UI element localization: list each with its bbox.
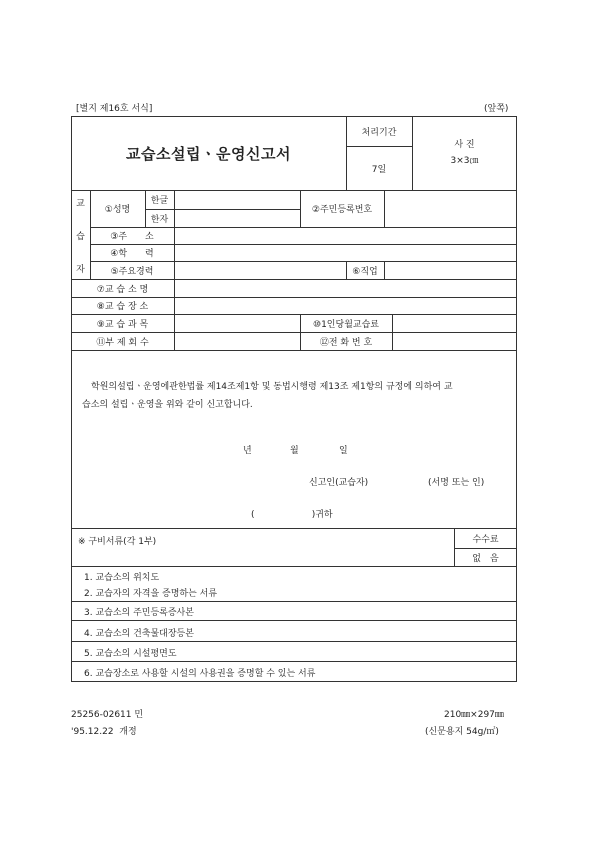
education-label: ④학 력: [110, 249, 154, 259]
attachment-item: 2. 교습자의 자격을 증명하는 서류: [84, 589, 218, 599]
form-code: 25256-02611 민: [71, 710, 144, 720]
occupation-label: ⑥직업: [352, 266, 378, 277]
attachment-item: 4. 교습소의 건축물대장등본: [84, 629, 194, 639]
form-number: [별지 제16호 서식]: [76, 104, 153, 114]
fee-amount-label: 수수료: [472, 534, 499, 545]
reporter-label: 신고인(교습자): [309, 478, 369, 488]
attachments-title: ※ 구비서류(각 1부): [78, 537, 157, 547]
school-name-label: ⑦교 습 소 명: [96, 284, 149, 295]
divider: [392, 314, 393, 350]
attachment-item: 6. 교습장소로 사용할 시설의 사용권을 증명할 수 있는 서류: [84, 669, 316, 679]
paper-type: (신문용지 54g/㎡): [425, 727, 499, 737]
divider: [71, 528, 517, 529]
divider: [71, 641, 517, 642]
divider: [71, 350, 517, 351]
divider: [71, 661, 517, 662]
attachment-item: 5. 교습소의 시설평면도: [84, 649, 177, 659]
photo-label: 사 진: [454, 139, 475, 150]
photo-size: 3×3㎝: [450, 155, 479, 166]
divider: [71, 601, 517, 602]
statement-line-2: 습소의 설립ㆍ운영을 위와 같이 신고합니다.: [82, 400, 253, 410]
phone-label: ⑫전 화 번 호: [319, 337, 373, 348]
form-title: 교습소설립ㆍ운영신고서: [126, 144, 291, 163]
recipient-label: ( )귀하: [251, 510, 333, 520]
location-label: ⑧교 습 장 소: [96, 302, 149, 312]
applicant-group-char: 자: [76, 264, 85, 275]
statement-line-1: 학원의설립ㆍ운영에관한법률 제14조제1항 및 동법시행령 제13조 제1항의 규정에 의하여 교: [91, 382, 453, 392]
date-day: 일: [339, 446, 348, 456]
date-month: 월: [290, 446, 299, 456]
applicant-group-char: 교: [76, 198, 85, 209]
page-side: (앞쪽): [484, 104, 509, 114]
processing-value: 7일: [371, 164, 387, 175]
fee-label: ⑩1인당월교습료: [313, 319, 379, 330]
side-job-label: ⑪부 제 회 수: [96, 337, 149, 348]
processing-label: 처리기간: [361, 127, 397, 138]
name-label: ①성명: [104, 205, 131, 215]
paper-size: 210㎜×297㎜: [444, 710, 504, 720]
divider: [174, 190, 175, 350]
applicant-group-char: 습: [76, 231, 85, 242]
fee-amount-value: 없 음: [472, 553, 499, 564]
signature-label: (서명 또는 인): [428, 478, 485, 488]
career-label: ⑤주요경력: [110, 266, 154, 277]
date-year: 년: [243, 446, 252, 456]
divider: [71, 620, 517, 621]
resident-no-label: ②주민등록번호: [311, 205, 373, 215]
divider: [71, 566, 517, 567]
divider: [384, 190, 385, 227]
attachment-item: 3. 교습소의 주민등록증사본: [84, 608, 194, 618]
subject-label: ⑨교 습 과 목: [96, 319, 149, 330]
hangul-label: 한글: [150, 196, 169, 206]
divider: [384, 261, 385, 279]
address-label: ③주 소: [110, 232, 154, 242]
attachment-item: 1. 교습소의 위치도: [84, 573, 160, 583]
hanja-label: 한자: [150, 214, 169, 225]
revision-date: '95.12.22 개정: [71, 727, 137, 737]
